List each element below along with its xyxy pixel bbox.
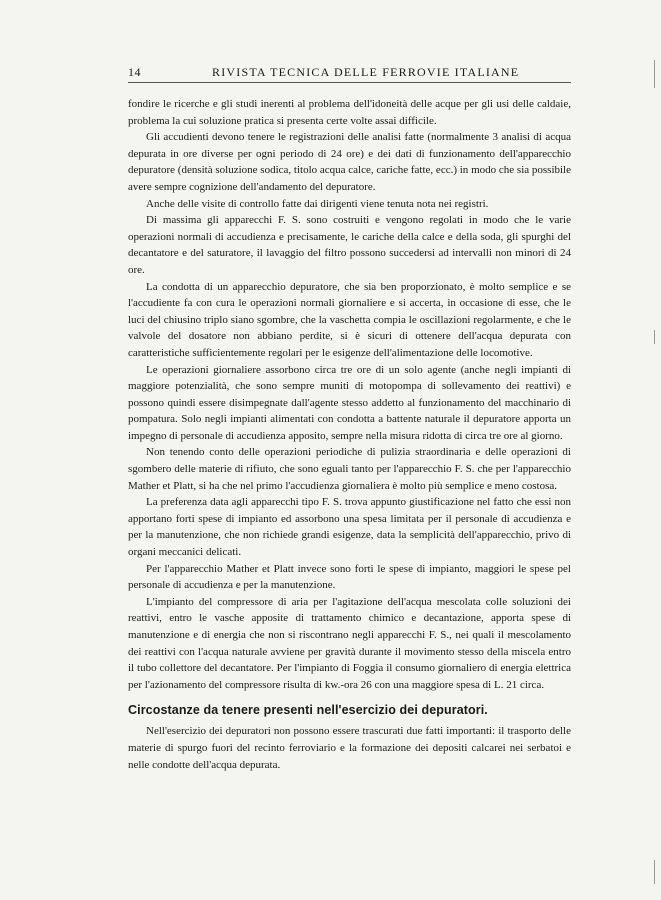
- paragraph: La preferenza data agli apparecchi tipo F. S. trova appunto giustificazione nel fatto che essi non apportano forti spese di impianto ed assorbono una spesa limitata per il personale di accudienza e per la manutenzione, che non richiede grandi esigenze, data la semplicità dell'apparecchio, privo di organi meccanici delicati.: [128, 496, 571, 559]
- running-title: RIVISTA TECNICA DELLE FERROVIE ITALIANE: [212, 65, 520, 79]
- section-paragraph: Nell'esercizio dei depuratori non possono essere trascurati due fatti importanti: il trasporto delle materie di spurgo fuori del recinto ferroviario e la formazione dei depositi calcarei nei serbatoi e nelle condotte dell'acqua depurata.: [128, 725, 571, 771]
- paragraph: Per l'apparecchio Mather et Platt invece sono forti le spese di impianto, maggiori le spese pel personale di accudienza e per la manutenzione.: [128, 562, 571, 592]
- scan-edge-mark: [654, 60, 655, 88]
- paragraph: La condotta di un apparecchio depuratore, che sia ben proporzionato, è molto semplice e se l'accudiente fa con cura le operazioni normali giornaliere e si accerta, in occasione di esse, che le luci del chiusino triplo siano sgombre, che la vaschetta compia le oscillazioni regolarmente, e che le valvole del dosatore non abbiano perdite, si è sicuri di ottenere dell'acqua depurata con caratteristiche sufficientemente regolari per le esigenze dell'alimentazione delle locomotive.: [128, 280, 571, 359]
- scan-edge-mark: [654, 330, 655, 344]
- paragraph: Non tenendo conto delle operazioni periodiche di pulizia straordinaria e delle operazioni di sgombero delle materie di rifiuto, che sono eguali tanto per l'apparecchio F. S. che per l'apparecchio Mather et Platt, si ha che nel primo l'accudienza giornaliera è molto più semplice e meno costosa.: [128, 446, 571, 492]
- paragraph-continued: fondire le ricerche e gli studi inerenti al problema dell'idoneità delle acque per gli usi delle caldaie, problema la cui soluzione pratica si presenta certe volte assai difficile.: [128, 98, 571, 127]
- page-header: [128, 65, 571, 81]
- article-body: [128, 96, 571, 773]
- paragraph: Le operazioni giornaliere assorbono circa tre ore di un solo agente (anche negli impianti di maggiore potenzialità, che sono sempre muniti di motopompa di sollevamento dei reattivi) e possono quindi essere disimpegnate dall'agente stesso addetto al funzionamento del macchinario di pompatura. Solo negli impianti alimentati con condotta a battente naturale il depuratore apporta un impegno di personale di accudienza apposito, sempre nella misura ridotta di circa tre ore al giorno.: [128, 363, 571, 442]
- scan-edge-mark: [654, 860, 655, 884]
- paragraph: Gli accudienti devono tenere le registrazioni delle analisi fatte (normalmente 3 analisi di acqua depurata in ore diverse per ogni periodo di 24 ore) e dei dati di funzionamento dell'apparecchio depuratore (densità soluzione sodica, titolo acqua calce, cariche fatte, ecc.) in modo che sia possibile avere sempre cognizione dell'andamento del depuratore.: [128, 131, 571, 193]
- paragraph: Anche delle visite di controllo fatte dai dirigenti viene tenuta nota nei registri.: [146, 197, 489, 210]
- paragraph: Di massima gli apparecchi F. S. sono costruiti e vengono regolati in modo che le varie operazioni normali di accudienza e precisamente, le cariche della calce e della soda, gli spurghi del decantatore e del saturatore, il lavaggio del filtro possono succedersi ad intervalli non minori di 24 ore.: [128, 214, 571, 276]
- header-rule: [128, 82, 571, 83]
- section-heading: Circostanze da tenere presenti nell'esercizio dei depuratori.: [128, 703, 488, 718]
- paragraph: L'impianto del compressore di aria per l'agitazione dell'acqua mescolata colle soluzioni dei reattivi, entro le vasche apposite di trattamento chimico e decantazione, apporta spese di manutenzione e di energia che non si riscontrano negli apparecchi F. S., nei quali il mescolamento dei reattivi con l'acqua naturale avviene per gravità durante il movimento stesso della miscela entro il tubo collettore del decantatore. Per l'impianto di Foggia il consumo giornaliero di energia elettrica per l'azionamento del compressore risulta di kw.-ora 26 con una maggiore spesa di L. 21 circa.: [128, 595, 571, 691]
- page-number: 14: [128, 65, 141, 79]
